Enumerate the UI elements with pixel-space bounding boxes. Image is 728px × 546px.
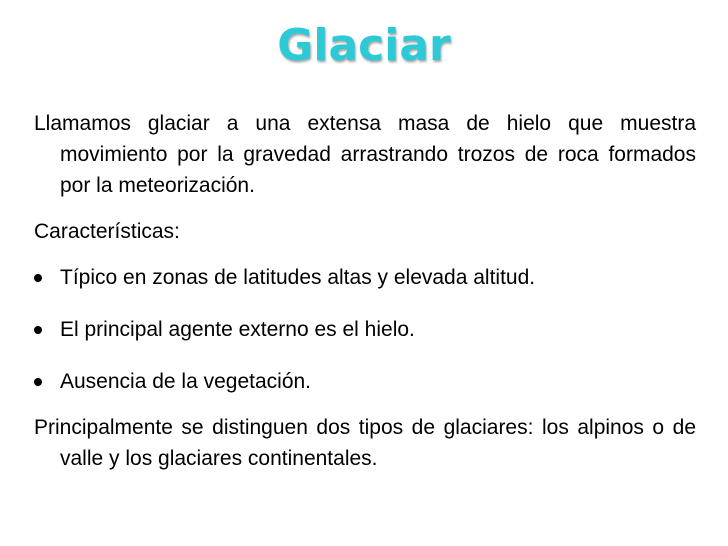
slide-body (34, 108, 696, 474)
list-item-text: El principal agente externo es el hielo. (60, 318, 415, 341)
list-item (34, 314, 696, 345)
list-item (34, 366, 696, 397)
bullet-icon (34, 378, 42, 386)
list-item (34, 262, 696, 293)
intro-paragraph: Llamamos glaciar a una extensa masa de hielo que muestra movimiento por la gravedad arrastrando trozos de roca formados por la meteorización. (34, 112, 696, 197)
conclusion-paragraph: Principalmente se distinguen dos tipos de glaciares: los alpinos o de valle y los glaciares continentales. (34, 416, 696, 470)
bullet-icon (34, 274, 42, 282)
characteristics-label: Características: (34, 220, 180, 243)
list-item-text: Típico en zonas de latitudes altas y elevada altitud. (60, 266, 536, 289)
list-item-text: Ausencia de la vegetación. (60, 370, 312, 393)
characteristics-list (34, 262, 696, 397)
slide-title: Glaciar (277, 20, 451, 71)
bullet-icon (34, 326, 42, 334)
